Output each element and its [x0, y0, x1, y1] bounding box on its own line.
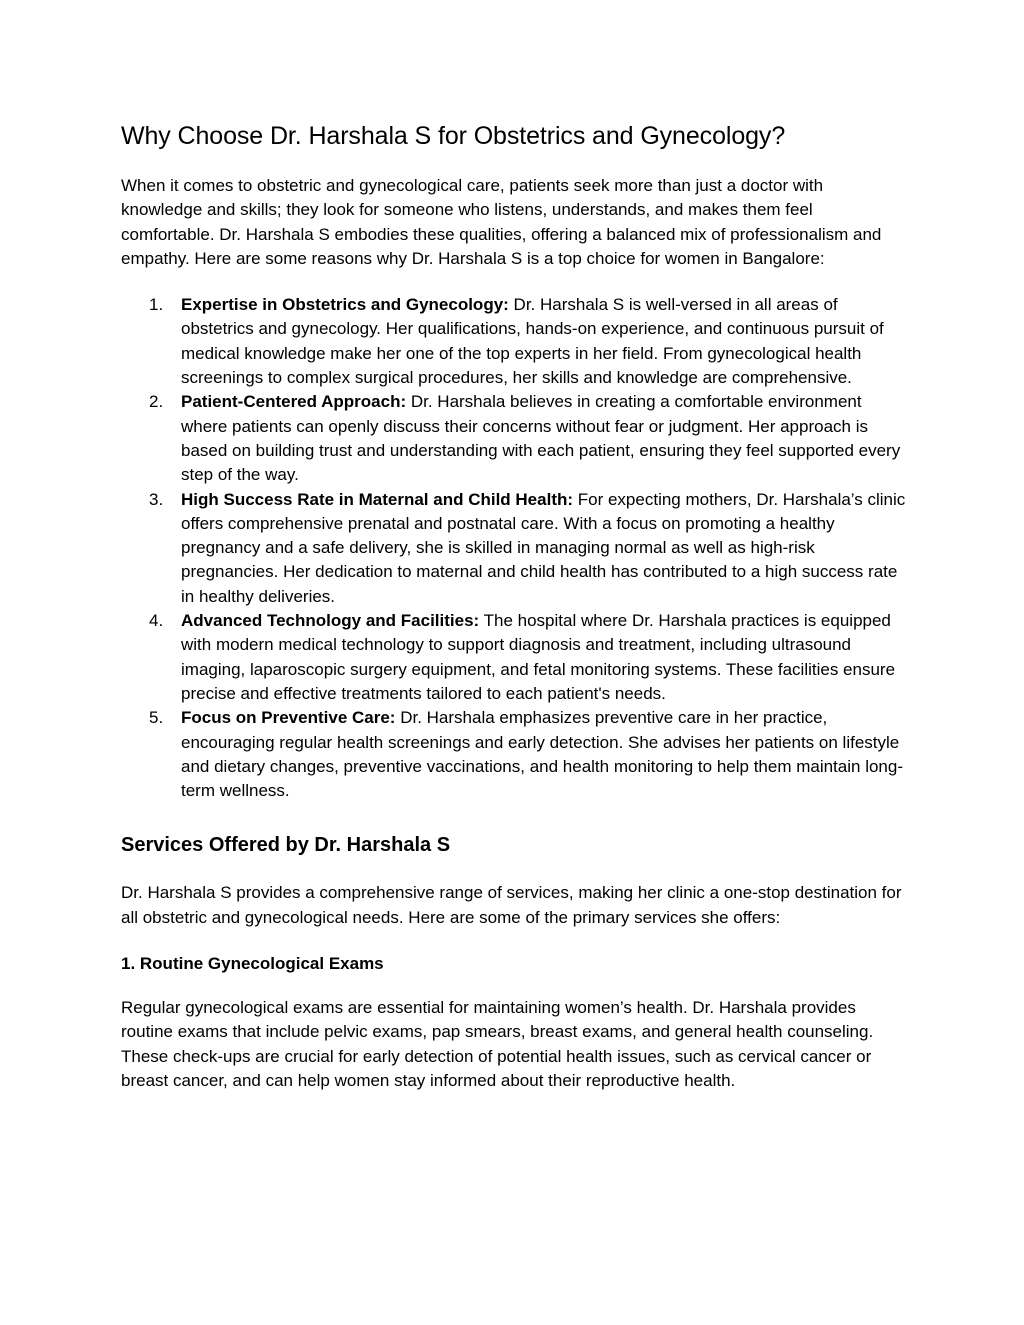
- service-paragraph-routine-exams: Regular gynecological exams are essential for maintaining women’s health. Dr. Harshala provides routine exams that include pelvic exams, pap smears, breast exams, and general health counseling. These check-ups are crucial for early detection of potential health issues, such as cervical cancer or breast cancer, and can help women stay informed about their reproductive health.: [121, 998, 874, 1090]
- page-title: Why Choose Dr. Harshala S for Obstetrics and Gynecology?: [121, 122, 786, 150]
- list-item: [121, 488, 906, 609]
- list-item-text: For expecting mothers, Dr. Harshala’s clinic offers comprehensive prenatal and postnatal care. With a focus on promoting a healthy pregnancy and a safe delivery, she is skilled in managing normal as well as high-risk pregnancies. Her dedication to maternal and child health has contributed to a high success rate in healthy deliveries.: [181, 489, 906, 606]
- list-item-number: 1.: [149, 295, 164, 315]
- list-item-text: Dr. Harshala S is well-versed in all areas of obstetrics and gynecology. Her qualifications, hands-on experience, and continuous pursuit of medical knowledge make her one of the top experts in her field. From gynecological health screenings to complex surgical procedures, her skills and knowledge are comprehensive.: [181, 295, 884, 388]
- list-item-title: Advanced Technology and Facilities:: [181, 611, 480, 631]
- list-item-title: Expertise in Obstetrics and Gynecology:: [181, 295, 509, 315]
- list-item-number: 5.: [149, 708, 164, 728]
- list-item-title: Focus on Preventive Care:: [181, 708, 396, 728]
- services-intro-paragraph: Dr. Harshala S provides a comprehensive range of services, making her clinic a one-stop destination for all obstetric and gynecological needs. Here are some of the primary services she offers:: [121, 883, 902, 927]
- list-item-number: 2.: [149, 392, 164, 412]
- list-item-title: Patient-Centered Approach:: [181, 392, 407, 412]
- list-item-number: 4.: [149, 611, 164, 631]
- service-heading-routine-exams: 1. Routine Gynecological Exams: [121, 954, 384, 974]
- services-heading: Services Offered by Dr. Harshala S: [121, 834, 451, 857]
- list-item: [121, 609, 906, 706]
- intro-paragraph: When it comes to obstetric and gynecological care, patients seek more than just a doctor with knowledge and skills; they look for someone who listens, understands, and makes them feel comfortable. Dr. Harshala S embodies these qualities, offering a balanced mix of professionalism and empathy. Here are some reasons why Dr. Harshala S is a top choice for women in Bangalore:: [121, 176, 882, 268]
- list-item-text: Dr. Harshala emphasizes preventive care in her practice, encouraging regular health screenings and early detection. She advises her patients on lifestyle and dietary changes, preventive vaccinations, and health monitoring to help them maintain long-term wellness.: [181, 708, 903, 801]
- list-item: [121, 706, 906, 803]
- list-item-number: 3.: [149, 489, 164, 509]
- document-page: [121, 118, 906, 1093]
- list-item: [121, 293, 906, 390]
- list-item-text: Dr. Harshala believes in creating a comfortable environment where patients can openly discuss their concerns without fear or judgment. Her approach is based on building trust and understanding with each patient, ensuring they feel supported every step of the way.: [181, 392, 901, 485]
- reasons-list: [121, 293, 906, 803]
- list-item: [121, 390, 906, 487]
- list-item-text: The hospital where Dr. Harshala practices is equipped with modern medical technology to support diagnosis and treatment, including ultrasound imaging, laparoscopic surgery equipment, and fetal monitoring systems. These facilities ensure precise and effective treatments tailored to each patient's needs.: [181, 611, 896, 703]
- list-item-title: High Success Rate in Maternal and Child Health:: [181, 489, 574, 509]
